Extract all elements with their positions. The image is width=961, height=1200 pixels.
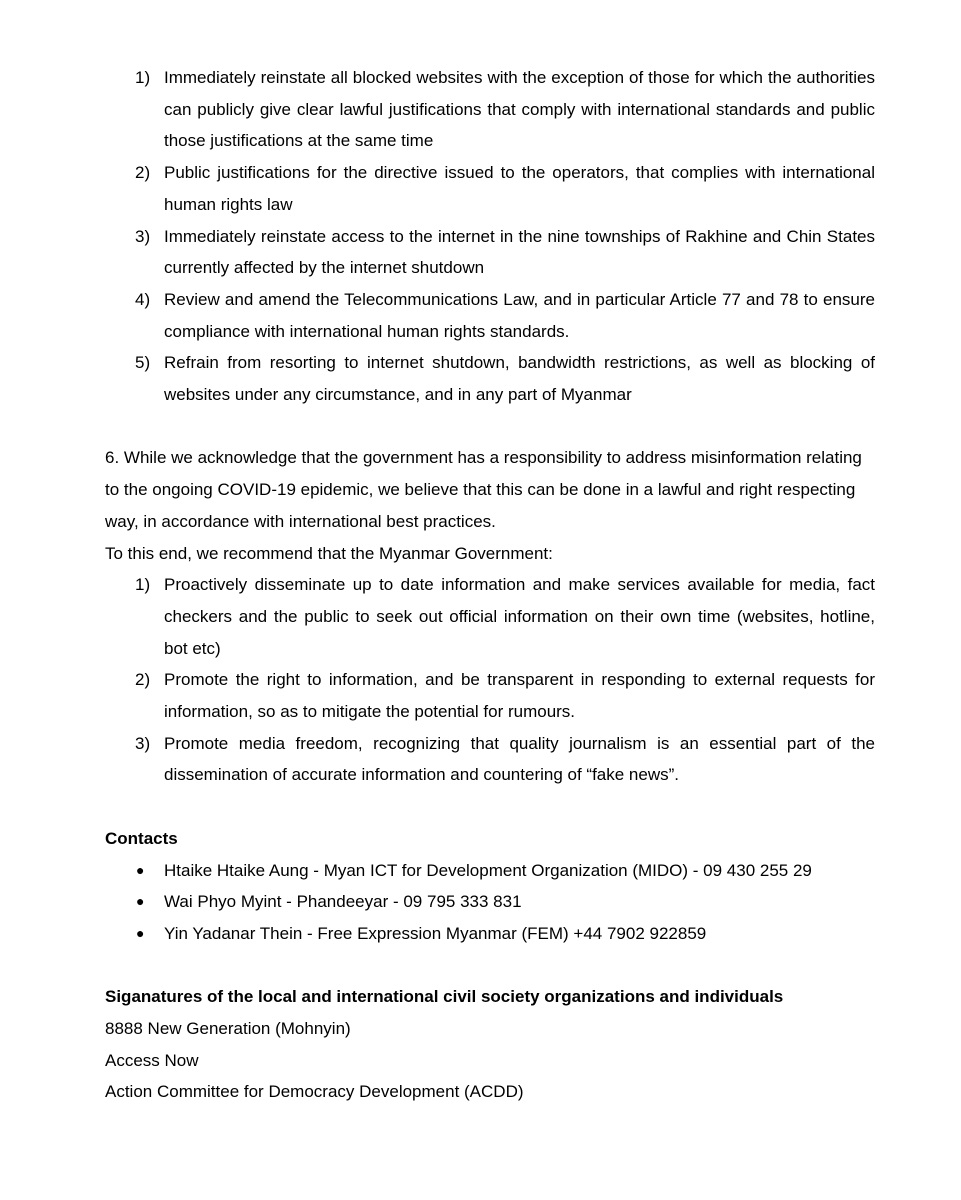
list-item-number: 3) bbox=[135, 733, 151, 753]
signatory-org: Action Committee for Democracy Development (ACDD) bbox=[105, 1082, 524, 1102]
list-item-text: Review and amend the Telecommunications Law, and in particular Article 77 and 78 to ensure compliance with international human rights standards. bbox=[164, 289, 875, 341]
list-item-number: 3) bbox=[135, 226, 151, 246]
list-item-text: Promote the right to information, and be transparent in responding to external requests for information, so as to mitigate the potential for rumours. bbox=[164, 670, 875, 722]
signatures-heading: Siganatures of the local and international civil society organizations and individuals bbox=[105, 987, 784, 1007]
list-item-number: 2) bbox=[135, 163, 151, 183]
list-item-text: Promote media freedom, recognizing that quality journalism is an essential part of the dissemination of accurate information and countering of “fake news”. bbox=[164, 733, 875, 785]
spacer bbox=[105, 411, 875, 443]
list-item-number: 4) bbox=[135, 289, 151, 309]
list-item-text: Public justifications for the directive issued to the operators, that complies with international human rights law bbox=[164, 163, 875, 214]
signatory-org: Access Now bbox=[105, 1050, 199, 1070]
contacts-heading: Contacts bbox=[105, 828, 178, 848]
list-item-number: 1) bbox=[135, 68, 151, 87]
recommendations-list-internet bbox=[105, 62, 875, 411]
list-item bbox=[105, 284, 875, 347]
contact-text: Wai Phyo Myint - Phandeeyar - 09 795 333 831 bbox=[164, 892, 522, 912]
contacts-list bbox=[105, 855, 875, 950]
list-item-text: Immediately reinstate access to the internet in the nine townships of Rakhine and Chin States currently affected by the internet shutdown bbox=[164, 226, 875, 278]
spacer bbox=[105, 950, 875, 982]
list-item-text: Refrain from resorting to internet shutdown, bandwidth restrictions, as well as blocking of websites under any circumstance, and in any part of Myanmar bbox=[164, 353, 875, 405]
bullet-icon: ● bbox=[136, 893, 145, 910]
list-item bbox=[105, 569, 875, 664]
contact-item bbox=[105, 855, 875, 887]
list-item-number: 5) bbox=[135, 353, 151, 373]
contact-item bbox=[105, 886, 875, 918]
bullet-icon: ● bbox=[136, 924, 145, 941]
contact-text: Htaike Htaike Aung - Myan ICT for Development Organization (MIDO) - 09 430 255 29 bbox=[164, 860, 812, 880]
list-item bbox=[105, 347, 875, 410]
list-item-text: Proactively disseminate up to date information and make services available for media, fact checkers and the public to seek out official information on their own time (websites, hotline, bot etc) bbox=[164, 575, 875, 658]
signatory-org: 8888 New Generation (Mohnyin) bbox=[105, 1019, 351, 1039]
list-item-text: Immediately reinstate all blocked websites with the exception of those for which the authorities can publicly give clear lawful justifications that comply with international standards and public those justifications at the same time bbox=[164, 68, 875, 151]
recommendations-list-misinformation bbox=[105, 569, 875, 791]
list-item bbox=[105, 664, 875, 727]
list-item-number: 1) bbox=[135, 575, 151, 595]
list-item bbox=[105, 221, 875, 284]
list-item bbox=[105, 157, 875, 220]
contact-text: Yin Yadanar Thein - Free Expression Myanmar (FEM) +44 7902 922859 bbox=[164, 923, 707, 943]
list-item bbox=[105, 62, 875, 157]
spacer bbox=[105, 791, 875, 823]
recommend-intro: To this end, we recommend that the Myanmar Government: bbox=[105, 543, 553, 563]
document-page bbox=[105, 62, 875, 1108]
paragraph-6: 6. While we acknowledge that the government has a responsibility to address misinformation relating to the ongoing COVID-19 epidemic, we believe that this can be done in a lawful and right respecting way, in accordance with international best practices. bbox=[105, 448, 862, 531]
list-item-number: 2) bbox=[135, 670, 151, 690]
list-item bbox=[105, 728, 875, 791]
contact-item bbox=[105, 918, 875, 950]
bullet-icon: ● bbox=[136, 861, 145, 878]
